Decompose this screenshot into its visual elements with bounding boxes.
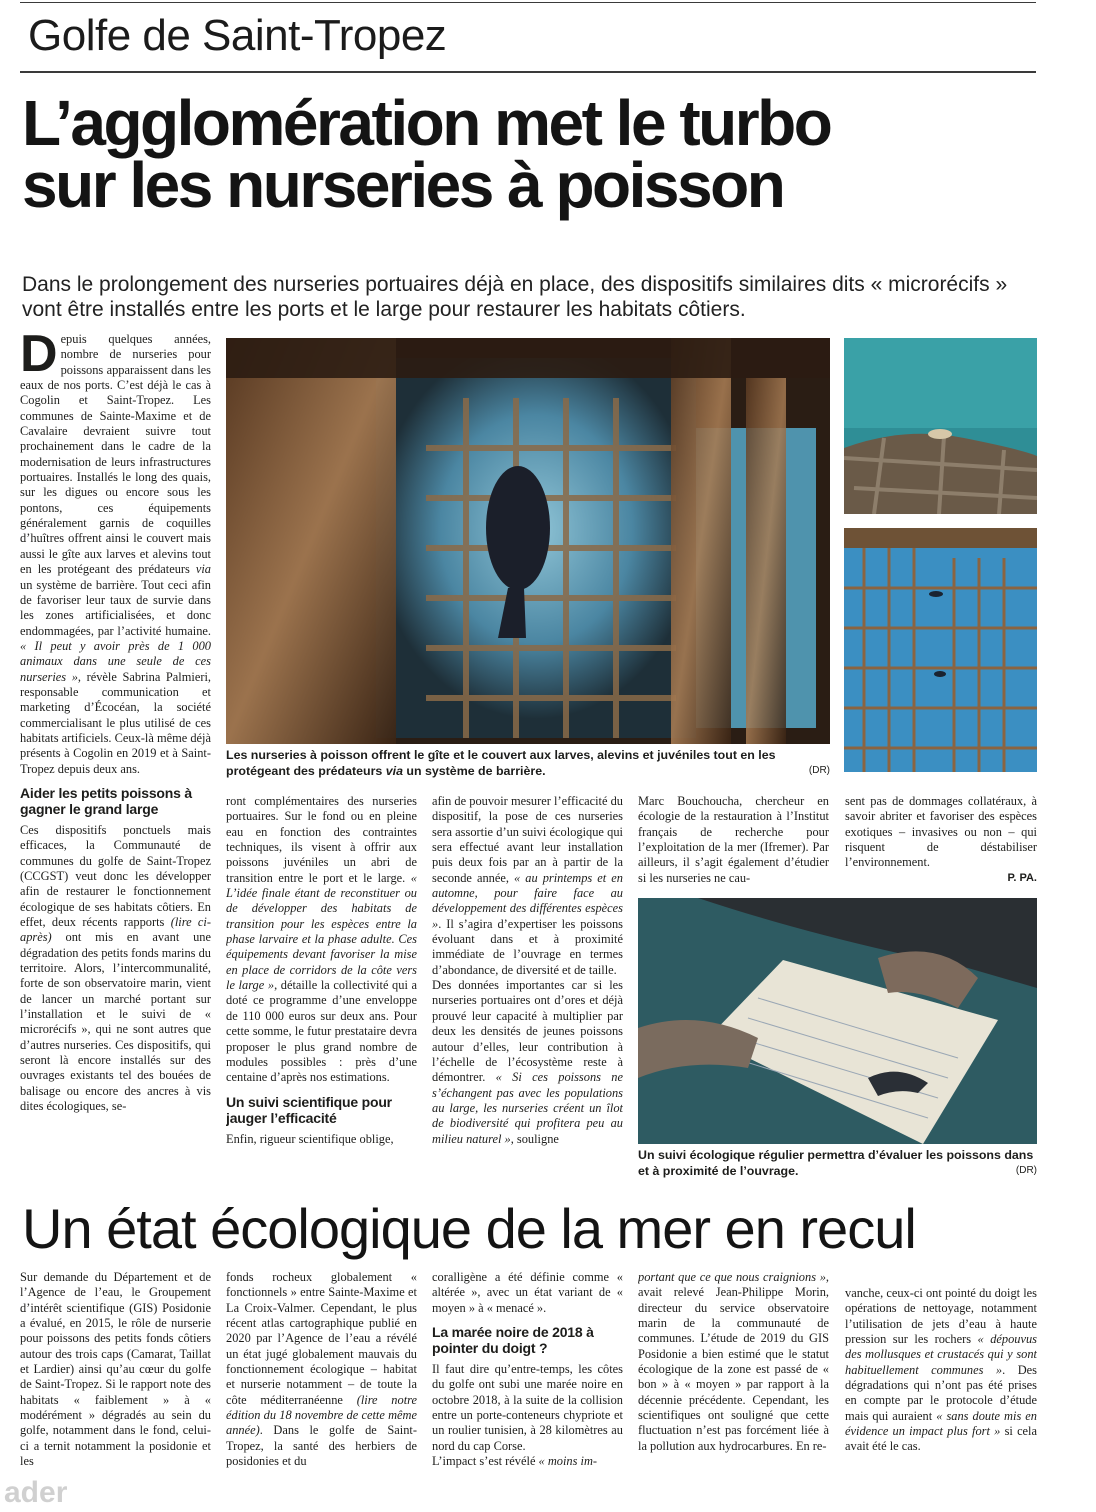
quote: « Si ces poissons ne s’échangent pas avec les populations au large, les nurseries créent un îlot de biodiversité qui profitera peu au milieu naturel »	[432, 1070, 623, 1146]
quote: « sans doute mis en évidence un impact plus fort »	[845, 1408, 1037, 1439]
photo-caption-1	[226, 747, 830, 781]
caption-text: un système de barrière.	[402, 764, 546, 778]
text-run: si cela avait été le cas.	[845, 1424, 1037, 1454]
photo-caption-2	[638, 1147, 1037, 1181]
sidebar-paragraph: coralligène a été définie comme « altérée », avec un état variant de « moyen » à « menacé ».	[432, 1270, 623, 1315]
cage-photo	[844, 528, 1037, 772]
sidebar-column-2	[226, 1270, 417, 1490]
article-column-1	[20, 332, 211, 1192]
cage-image	[844, 528, 1037, 772]
photo-credit: (DR)	[1015, 1165, 1037, 1176]
text-run: epuis quelques années, nombre de nurseries pour poissons apparaissent dans les eaux de nos ports. C’est déjà le cas à Cogolin et Saint-Tropez. Les communes de Sainte-Maxime et de Cavalaire devraient suivre tout prochainement dans le cadre de la modernisation de leurs infrastructures portuaires. Installés le long des quais, sur les digues ou encore sous les pontons, ces équipements généralement garnis de coquilles d’huîtres offrent ainsi le couvert mais aussi le gîte aux larves et alevins tout en les protégeant des prédateurs	[20, 332, 211, 577]
subheading: Un suivi scientifique pour jauger l’efficacité	[226, 1093, 392, 1126]
text-run: . Des dégradations qui n’ont pas été prises en compte par le protocole d’étude mais qui auraient	[845, 1362, 1037, 1423]
article-column-5	[845, 794, 1037, 894]
lead-paragraph: Dans le prolongement des nurseries portuaires déjà en place, des dispositifs similaires dits « microrécifs » vont être installés entre les ports et le large pour restaurer les habitats côtiers.	[22, 273, 1008, 321]
text-run: un système de barrière. Tout ceci afin de favoriser leur taux de survie dans les zones artificialisées, et donc endommagées, par l’activité humaine.	[20, 577, 211, 638]
subheading: Aider les petits poissons à gagner le grand large	[20, 784, 192, 817]
article-paragraph: sent pas de dommages collatéraux, à savoir abriter et favoriser des espèces exotiques – invasives ou non – qui risquent de déstabiliser l’environnement.	[845, 794, 1037, 870]
drop-cap: D	[20, 332, 58, 383]
text-run: , avait relevé Jean-Philippe Morin, directeur du service observatoire marin de la communauté de communes. L’étude de 2019 du GIS Posidonie a bien estimé que le statut écologique de la zone est passé de « bon » à « moyen » par rapport à la décennie précédente. Cependant, les scientifiques ont souligné que cette fluctuation n’est pas forcément liée à la pollution aux hydrocarbures. En re-	[638, 1270, 829, 1453]
sidebar-paragraph	[432, 1454, 623, 1469]
sidebar-paragraph: Sur demande du Département et de l’Agence de l’eau, le Groupement d’intérêt scientifique (GIS) Posidonie a évalué, en 2015, le rôle de nurserie pour poissons des petits fonds côtiers autour des trois caps (Camarat, Taillat et Lardier) ainsi qu’au cœur du golfe de Saint-Tropez. Si le rapport note des habitats « faiblement » à « modérément » dégradés au sein du golfe, notamment dans le fond, celui-ci a ternit notamment la posidonie et les	[20, 1270, 211, 1469]
top-rule	[20, 2, 1036, 3]
sidebar-column-5	[845, 1286, 1037, 1490]
sidebar-paragraph: Il faut dire qu’entre-temps, les côtes du golfe ont subi une marée noire en octobre 2018, à la suite de la collision entre un porte-conteneurs chypriote et un roulier tunisien, à 28 kilomètres au nord du cap Corse.	[432, 1362, 623, 1453]
photo-credit: (DR)	[808, 765, 830, 776]
quote: « Il peut y avoir près de 1 000 animaux dans une seule de ces nurseries »	[20, 638, 211, 684]
article-column-2	[226, 794, 417, 1192]
caption-text: Les nurseries à poisson offrent le gîte et le couvert aux larves, alevins et juvéniles tout en les protégeant des prédateurs	[226, 748, 776, 778]
sidebar-paragraph	[226, 1270, 417, 1469]
text-run: , souligne	[510, 1131, 559, 1146]
text-run: (lire notre édition du 18 novembre de cette même année)	[226, 1392, 417, 1438]
author-signature: P. PA.	[1007, 871, 1037, 884]
article-column-3	[432, 794, 623, 1192]
text-run: L’impact s’est révélé	[432, 1454, 539, 1469]
text-run: . Dans le golfe de Saint-Tropez, la santé des herbiers de posidonies et du	[226, 1423, 417, 1469]
quote: « L’idée finale étant de reconstituer ou de développer des habitats de transition pour les espèces entre la phase larvaire et la phase adulte. Ces équipements devant favoriser la mise en place de corridors de la côte vers le large »	[226, 870, 417, 993]
text-run: Ces dispositifs ponctuels mais efficaces, la Communauté de communes du golfe de Saint-Tropez (CCGST) veut donc les développer afin de restaurer le fonctionnement écologique de ses habitats côtiers. En effet, deux récents rapports	[20, 822, 211, 930]
headline-line-1: L’agglomération met le turbo	[22, 87, 831, 159]
text-run: , révèle Sabrina Palmieri, responsable communication et marketing d’Écocéan, la société commercialisant le plus utilisé de ces habitats artificiels. Ceux-là même déjà présents à Cogolin en 2019 et à Saint-Tropez depuis deux ans.	[20, 669, 211, 776]
sidebar-headline: Un état écologique de la mer en recul	[22, 1197, 916, 1260]
text-run: fonds rocheux globalement « fonctionnels » entre Sainte-Maxime et La Croix-Valmer. Cependant, le plus récent atlas cartographique publié en 2020 par l’Agence de l’eau a révélé un état jugé globalement mauvais du fonctionnement écologique – habitat et nurserie notamment – de toute la côte méditerranéenne	[226, 1270, 417, 1407]
sidebar-paragraph	[845, 1286, 1037, 1455]
caption-text: Un suivi écologique régulier permettra d’évaluer les poissons dans et à proximité de l’ouvrage.	[638, 1148, 1034, 1178]
article-paragraph	[432, 794, 623, 978]
article-paragraph: Marc Bouchoucha, chercheur en écologie de la restauration à l’Institut français de recherche pour l’exploitation de la mer (Ifremer). Par ailleurs, il s’agit également d’étudier si les nurseries ne cau-	[638, 794, 829, 885]
sidebar-paragraph	[638, 1270, 829, 1454]
survey-photo	[638, 898, 1037, 1144]
text-run: , détaille la collectivité qui a doté ce programme d’une enveloppe de 110 000 euros sur deux ans. Pour cette somme, le futur prestataire devra proposer le plus grand nombre de modules possibles : près d’une centaine d’après nos estimations.	[226, 978, 417, 1085]
watermark: ader	[4, 1476, 68, 1509]
quote: « moins im-	[538, 1454, 598, 1469]
article-column-4	[638, 794, 829, 894]
quote: portant que ce que nous craignions »	[638, 1270, 826, 1284]
sidebar-column-3	[432, 1270, 623, 1490]
sidebar-column-1	[20, 1270, 211, 1490]
headline-line-2: sur les nurseries à poisson	[22, 149, 784, 221]
sidebar-column-4	[638, 1270, 829, 1490]
caption-text: via	[385, 764, 403, 778]
article-paragraph	[432, 978, 623, 1147]
text-run: (lire ci-après)	[20, 915, 211, 945]
fish-on-nursery-photo	[844, 338, 1037, 514]
text-run: . Il s’agira d’expertiser les poissons évoluant dans et à proximité immédiate de l’ouvrage en termes d’abondance, de diversité et de taille.	[432, 916, 623, 977]
article-paragraph: Enfin, rigueur scientifique oblige,	[226, 1131, 394, 1146]
quote: « dépouvus des mollusques et crustacés qui y sont habituellement communes »	[845, 1332, 1037, 1377]
section-rule	[20, 71, 1036, 73]
article-paragraph	[20, 332, 211, 777]
article-paragraph	[226, 794, 417, 1086]
nursery-photo	[226, 338, 830, 744]
text-run: via	[195, 562, 211, 577]
text-run: Des données importantes car si les nurseries portuaires ont d’ores et déjà prouvé leur capacité à multiplier par deux les densités de jeunes poissons autour d’elles, leur contribution à l’échelle de l’écosystème reste à démontrer.	[432, 978, 623, 1085]
section-title: Golfe de Saint-Tropez	[28, 11, 447, 60]
quote: « au printemps et en automne, pour faire face au développement des différentes espèces »	[432, 870, 623, 931]
text-run: ront complémentaires des nurseries portuaires. Sur le fond ou en pleine eau en fonction des contraintes techniques, ils visent à offrir aux poissons juvéniles un abri de transition entre le port et le large.	[226, 794, 417, 885]
nursery-photo-image	[226, 338, 830, 744]
subheading: La marée noire de 2018 à pointer du doigt ?	[432, 1324, 594, 1357]
fish-on-nursery-image	[844, 338, 1037, 514]
text-run: vanche, ceux-ci ont pointé du doigt les opérations de nettoyage, notamment l’utilisation de jets d’eau à haute pression sur les rochers	[845, 1286, 1037, 1347]
text-run: afin de pouvoir mesurer l’efficacité du dispositif, la pose de ces nurseries sera assortie d’un suivi écologique qui sera effectué avant leur installation puis deux fois par an à partir de la seconde année,	[432, 794, 623, 885]
survey-image	[638, 898, 1037, 1144]
headline	[22, 87, 1062, 221]
text-run: ont mis en avant une dégradation des petits fonds marins du territoire. Alors, l’intercommunalité, forte de son observatoire marin, vient de lancer un marché portant sur l’installation et le suivi de « microrécifs », qui ne sont autres que d’autres nurseries. Ces dispositifs, qui seront là encore installés sur des ouvrages existants tel des bouées de balisage ou encore des ancres à vis dites écologiques, se-	[20, 930, 211, 1114]
article-paragraph	[20, 823, 211, 1115]
